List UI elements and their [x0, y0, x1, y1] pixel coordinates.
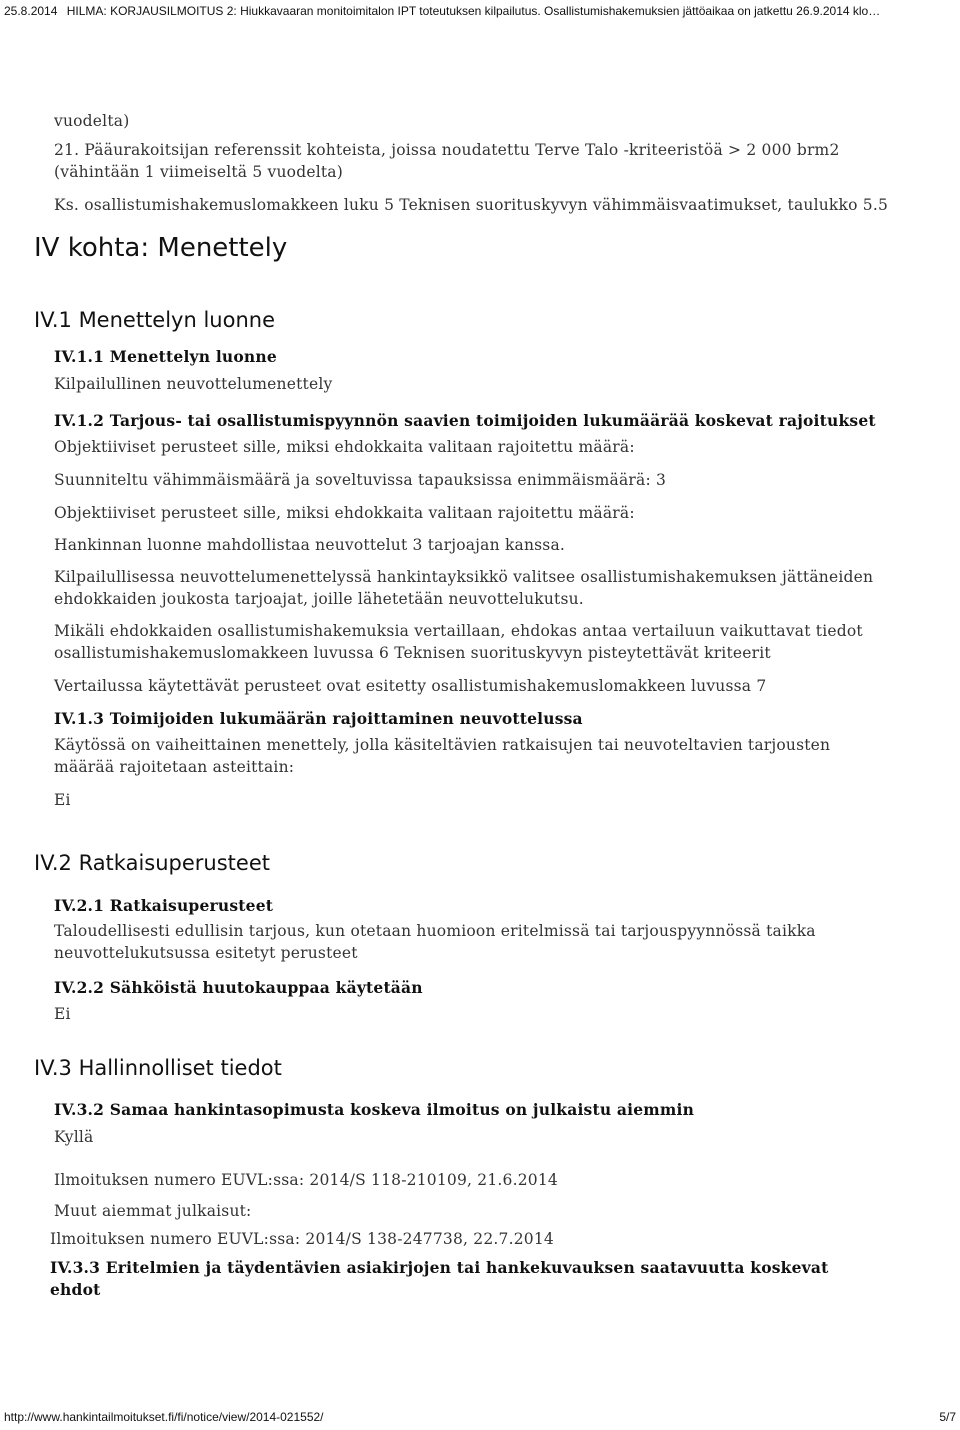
iv1-title: IV.1 Menettelyn luonne [34, 308, 275, 332]
iv12-p1: Objektiiviset perusteet sille, miksi ehdokkaita valitaan rajoitettu määrä: [54, 438, 635, 456]
ref21-line2: (vähintään 1 viimeiseltä 5 vuodelta) [54, 163, 343, 181]
iv33-title-line1: IV.3.3 Eritelmien ja täydentävien asiakirjojen tai hankekuvauksen saatavuutta koskevat [50, 1258, 829, 1277]
iv12-p5-line1: Kilpailullisessa neuvottelumenettelyssä hankintayksikkö valitsee osallistumishakemuksen jättäneiden [54, 568, 874, 586]
iv21-title: IV.2.1 Ratkaisuperusteet [54, 896, 274, 915]
iv12-p3: Objektiiviset perusteet sille, miksi ehdokkaita valitaan rajoitettu määrä: [54, 504, 635, 522]
footer-url: http://www.hankintailmoitukset.fi/fi/notice/view/2014-021552/ [4, 1410, 324, 1424]
header-title: HILMA: KORJAUSILMOITUS 2: Hiukkavaaran monitoimitalon IPT toteutuksen kilpailutus. Osallistumishakemuksien jättöaikaa on jatkettu 26.9.2014 klo… [66, 4, 881, 18]
iv13-value: Ei [54, 791, 71, 809]
print-footer [4, 1410, 956, 1426]
iv12-p6-line2: osallistumishakemuslomakkeen luvussa 6 Teknisen suorituskyvyn pisteytettävät kriteerit [54, 644, 771, 662]
iv11-value: Kilpailullinen neuvottelumenettely [54, 375, 333, 393]
line-vuodelta: vuodelta) [54, 112, 130, 130]
iv13-p1-line1: Käytössä on vaiheittainen menettely, jolla käsiteltävien ratkaisujen tai neuvoteltavien tarjousten [54, 736, 831, 754]
section-iv-title: IV kohta: Menettely [34, 233, 288, 263]
ref21-line1: 21. Pääurakoitsijan referenssit kohteista, joissa noudatettu Terve Talo -kriteeristöä > 2 000 brm2 [54, 141, 840, 159]
iv32-value: Kyllä [54, 1128, 94, 1146]
iv32-title: IV.3.2 Samaa hankintasopimusta koskeva ilmoitus on julkaistu aiemmin [54, 1100, 695, 1119]
iv32-notice1: Ilmoituksen numero EUVL:ssa: 2014/S 118-210109, 21.6.2014 [54, 1171, 558, 1189]
iv22-value: Ei [54, 1005, 71, 1023]
print-header [4, 4, 956, 20]
iv2-title: IV.2 Ratkaisuperusteet [34, 851, 270, 875]
iv12-title: IV.1.2 Tarjous- tai osallistumispyynnön saavien toimijoiden lukumäärää koskevat rajoitukset [54, 411, 876, 430]
iv33-title-line2: ehdot [50, 1280, 101, 1299]
iv12-p6-line1: Mikäli ehdokkaiden osallistumishakemuksia vertaillaan, ehdokas antaa vertailuun vaikuttavat tiedot [54, 622, 863, 640]
ks-line: Ks. osallistumishakemuslomakkeen luku 5 Teknisen suorituskyvyn vähimmäisvaatimukset, taulukko 5.5 [54, 196, 889, 214]
iv22-title: IV.2.2 Sähköistä huutokauppaa käytetään [54, 978, 423, 997]
iv21-p1-line2: neuvottelukutsussa esitetyt perusteet [54, 944, 358, 962]
iv12-p5-line2: ehdokkaiden joukosta tarjoajat, joille lähetetään neuvottelukutsu. [54, 590, 584, 608]
iv13-p1-line2: määrää rajoitetaan asteittain: [54, 758, 295, 776]
header-date: 25.8.2014 [4, 4, 58, 18]
iv3-title: IV.3 Hallinnolliset tiedot [34, 1056, 282, 1080]
iv13-title: IV.1.3 Toimijoiden lukumäärän rajoittaminen neuvottelussa [54, 709, 583, 728]
iv12-p7: Vertailussa käytettävät perusteet ovat esitetty osallistumishakemuslomakkeen luvussa 7 [54, 677, 767, 695]
iv32-other: Muut aiemmat julkaisut: [54, 1202, 252, 1220]
iv11-title: IV.1.1 Menettelyn luonne [54, 347, 277, 366]
iv12-p4: Hankinnan luonne mahdollistaa neuvottelut 3 tarjoajan kanssa. [54, 536, 566, 554]
iv32-notice2: Ilmoituksen numero EUVL:ssa: 2014/S 138-247738, 22.7.2014 [50, 1230, 554, 1248]
iv21-p1-line1: Taloudellisesti edullisin tarjous, kun otetaan huomioon eritelmissä tai tarjouspyynnössä taikka [54, 922, 816, 940]
footer-page-number: 5/7 [939, 1410, 956, 1424]
iv12-p2: Suunniteltu vähimmäismäärä ja soveltuvissa tapauksissa enimmäismäärä: 3 [54, 471, 667, 489]
